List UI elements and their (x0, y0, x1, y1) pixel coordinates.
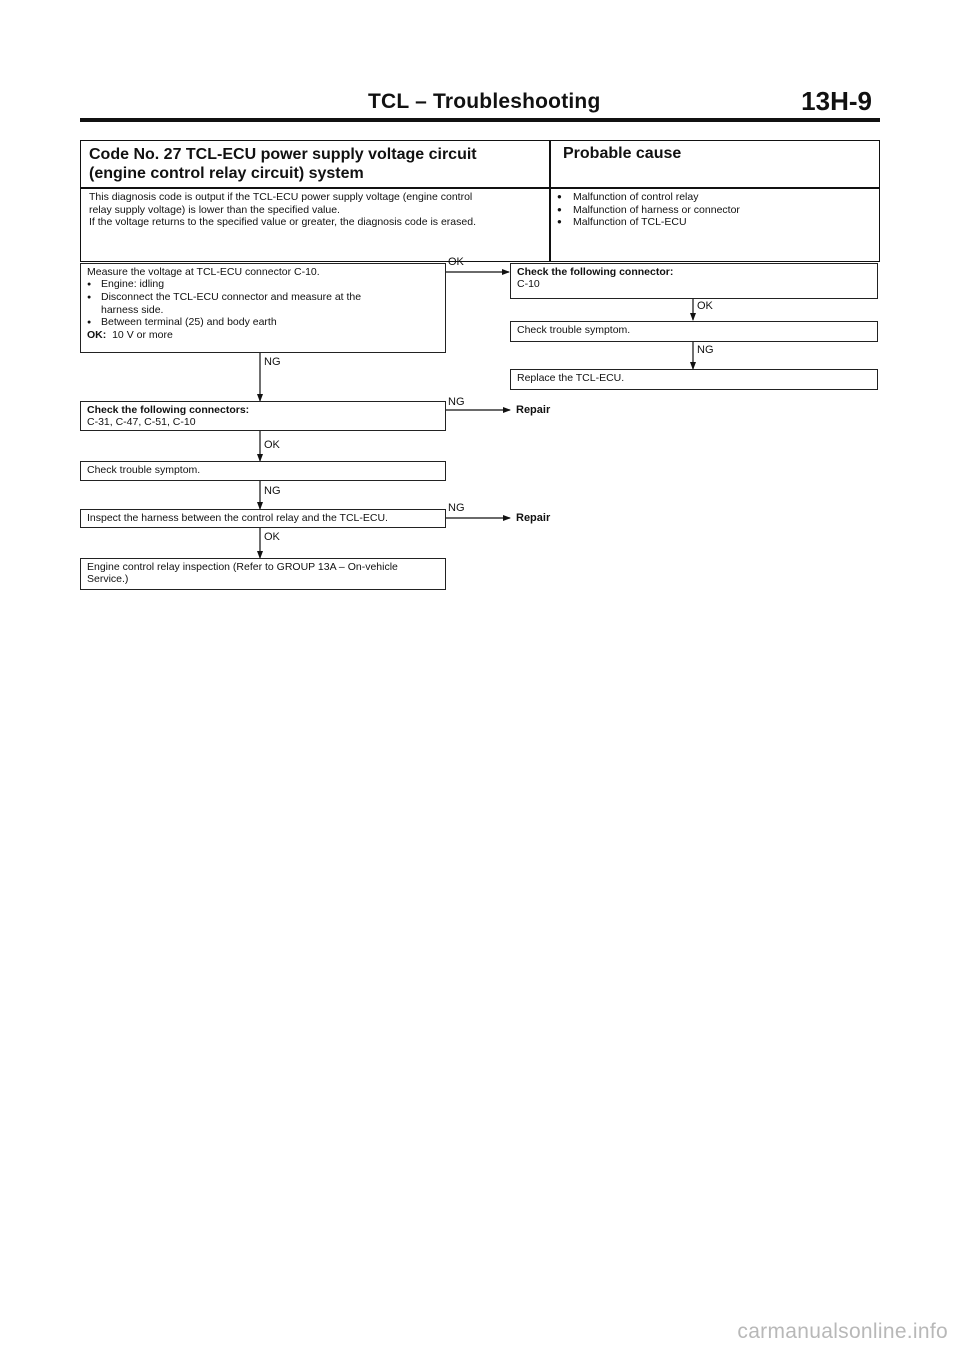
branch-label-ok: OK (264, 439, 280, 451)
branch-label-ng: NG (264, 356, 281, 368)
repair-outcome: Repair (516, 512, 551, 524)
step-text: C-10 (517, 278, 540, 290)
cause-item: ● Malfunction of control relay (557, 191, 740, 204)
check-connector-c10-step (510, 263, 878, 299)
step-text: Engine control relay inspection (Refer to GROUP 13A – On-vehicle (87, 561, 398, 573)
repair-outcome: Repair (516, 404, 551, 416)
branch-label-ng: NG (448, 502, 465, 514)
check-trouble-symptom-right-step: Check trouble symptom. (510, 321, 878, 342)
inspect-harness-step: Inspect the harness between the control relay and the TCL-ECU. (80, 509, 446, 528)
description-line: This diagnosis code is output if the TCL-ECU power supply voltage (engine control (89, 191, 473, 203)
ok-criteria-label: OK: (87, 329, 107, 341)
step-bullet: ● Engine: idling (87, 278, 439, 291)
ok-criteria (87, 329, 439, 341)
branch-label-ng: NG (264, 485, 281, 497)
cause-item: ● Malfunction of harness or connector (557, 204, 740, 217)
branch-label-ok: OK (697, 300, 713, 312)
page-title: TCL – Troubleshooting (368, 90, 601, 113)
branch-label-ok: OK (264, 531, 280, 543)
watermark: carmanualsonline.info (737, 1320, 948, 1343)
probable-cause-heading: Probable cause (563, 145, 682, 162)
step-text: Measure the voltage at TCL-ECU connector C-10. (87, 266, 320, 278)
description-line: relay supply voltage) is lower than the specified value. (89, 203, 340, 216)
step-heading: Check the following connector: (517, 266, 674, 278)
code-title-line: (engine control relay circuit) system (89, 165, 364, 182)
check-connectors-step (80, 401, 446, 431)
ok-criteria-value: 10 V or more (112, 329, 173, 341)
step-bullet: ● Disconnect the TCL-ECU connector and measure at the (87, 291, 439, 304)
step-bullet: ● Between terminal (25) and body earth (87, 316, 439, 329)
step-text: Service.) (87, 573, 129, 585)
step-text: harness side. (101, 304, 164, 316)
branch-label-ng: NG (448, 396, 465, 408)
code-title-line: Code No. 27 TCL-ECU power supply voltage circuit (89, 146, 477, 163)
relay-inspection-step (80, 558, 446, 590)
branch-label-ok: OK (448, 256, 464, 268)
page-number: 13H-9 (801, 86, 872, 116)
branch-label-ng: NG (697, 344, 714, 356)
description-line: If the voltage returns to the specified value or greater, the diagnosis code is erased. (89, 216, 476, 228)
measure-voltage-step (80, 263, 446, 353)
check-trouble-symptom-left-step: Check trouble symptom. (80, 461, 446, 481)
cause-item: ● Malfunction of TCL-ECU (557, 216, 740, 229)
step-text: C-31, C-47, C-51, C-10 (87, 416, 196, 428)
step-heading: Check the following connectors: (87, 404, 250, 416)
replace-ecu-step: Replace the TCL-ECU. (510, 369, 878, 390)
